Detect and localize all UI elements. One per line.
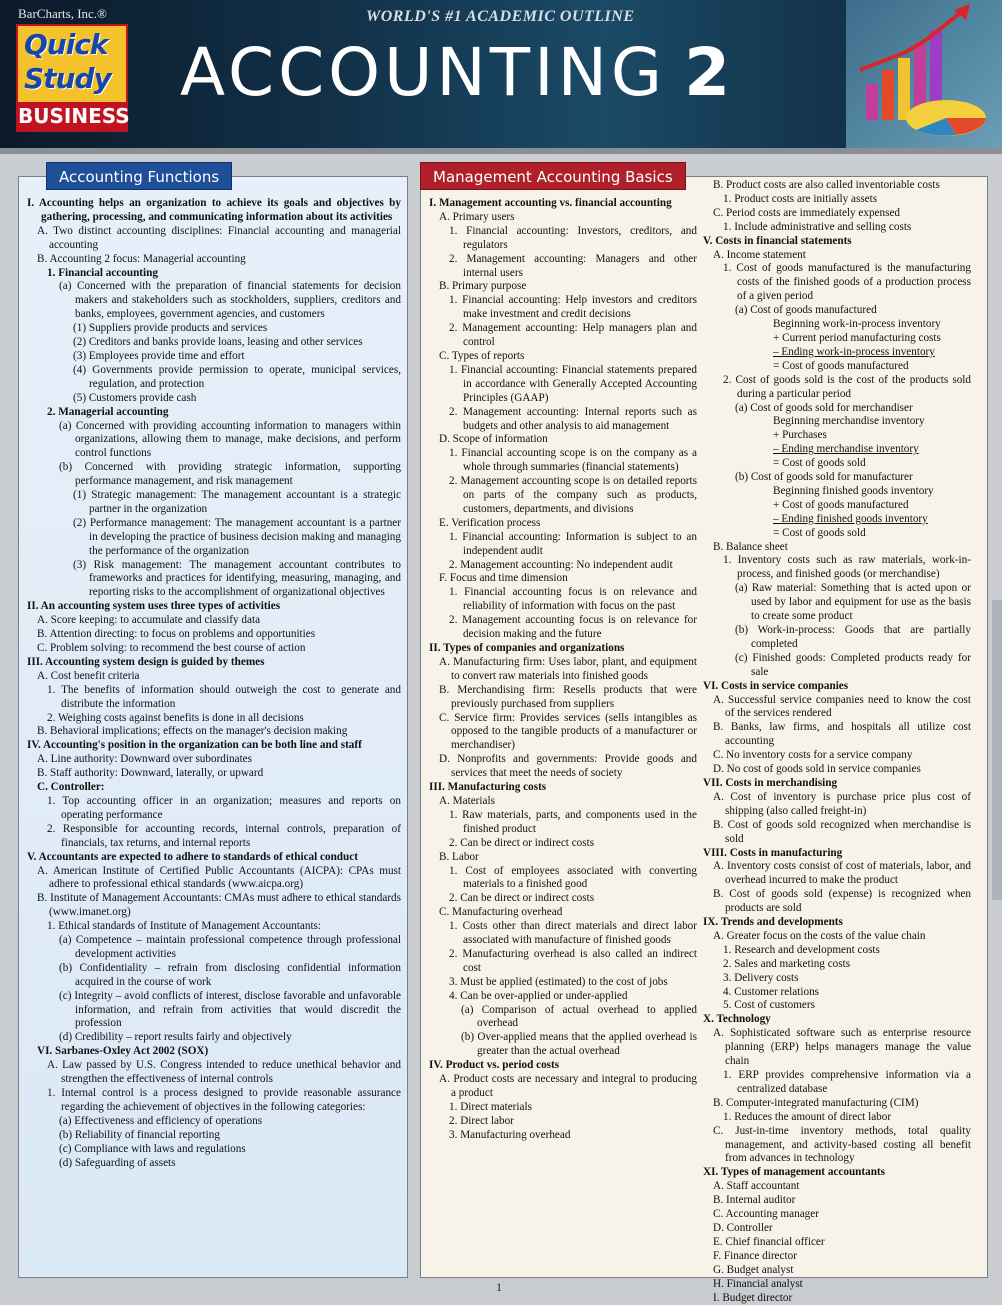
outline-line: (a) Concerned with providing accounting information to managers within organizations, allowing them to manage, make decisions, and perform control functions — [27, 420, 401, 462]
side-tab — [992, 600, 1002, 900]
outline-line: A. Law passed by U.S. Congress intended to reduce unethical behavior and strengthen the effectiveness of internal controls — [27, 1059, 401, 1087]
outline-line: 1. Cost of employees associated with converting materials to a finished good — [429, 865, 697, 893]
outline-line: B. Internal auditor — [703, 1194, 971, 1208]
outline-line: C. Types of reports — [429, 350, 697, 364]
outline-line: B. Balance sheet — [703, 541, 971, 555]
outline-line: + Current period manufacturing costs — [703, 332, 971, 346]
accounting-functions-outline — [27, 197, 401, 1170]
outline-line: 2. Management accounting: Internal reports such as budgets and other analysis to aid management — [429, 406, 697, 434]
outline-line: I. Management accounting vs. financial accounting — [429, 197, 697, 211]
outline-line: C. Period costs are immediately expensed — [703, 207, 971, 221]
outline-line: C. Problem solving: to recommend the best course of action — [27, 642, 401, 656]
outline-line: IV. Accounting's position in the organization can be both line and staff — [27, 739, 401, 753]
outline-line: A. Materials — [429, 795, 697, 809]
outline-line: A. Cost benefit criteria — [27, 670, 401, 684]
outline-line: 1. Inventory costs such as raw materials, work-in-process, and finished goods (or merchandise) — [703, 554, 971, 582]
outline-line: II. Types of companies and organizations — [429, 642, 697, 656]
outline-line: (c) Integrity – avoid conflicts of interest, disclose favorable and unfavorable information, and refrain from activities that would discredit the profession — [27, 990, 401, 1032]
outline-line: (b) Confidentiality – refrain from disclosing confidential information acquired in the course of work — [27, 962, 401, 990]
outline-line: (4) Governments provide permission to operate, municipal services, regulation, and protection — [27, 364, 401, 392]
outline-line: A. Income statement — [703, 249, 971, 263]
outline-line: (a) Comparison of actual overhead to applied overhead — [429, 1004, 697, 1032]
outline-line: 2. Can be direct or indirect costs — [429, 837, 697, 851]
outline-line: 1. Financial accounting: Help investors and creditors make investment and credit decisions — [429, 294, 697, 322]
outline-line: 1. Costs other than direct materials and direct labor associated with manufacture of finished goods — [429, 920, 697, 948]
outline-line: B. Primary purpose — [429, 280, 697, 294]
outline-line: E. Verification process — [429, 517, 697, 531]
outline-line: A. Successful service companies need to know the cost of the services rendered — [703, 694, 971, 722]
page-number: 1 — [496, 1280, 502, 1295]
outline-line: Beginning merchandise inventory — [703, 415, 971, 429]
outline-line: 1. Direct materials — [429, 1101, 697, 1115]
outline-line: A. Manufacturing firm: Uses labor, plant, and equipment to convert raw materials into finished goods — [429, 656, 697, 684]
outline-line: A. Staff accountant — [703, 1180, 971, 1194]
outline-line: (1) Suppliers provide products and services — [27, 322, 401, 336]
outline-line: B. Merchandising firm: Resells products that were previously purchased from suppliers — [429, 684, 697, 712]
outline-line: + Cost of goods manufactured — [703, 499, 971, 513]
outline-line: X. Technology — [703, 1013, 971, 1027]
outline-line: 1. Financial accounting — [27, 267, 401, 281]
outline-line: 2. Managerial accounting — [27, 406, 401, 420]
outline-line: B. Cost of goods sold (expense) is recognized when products are sold — [703, 888, 971, 916]
outline-line: A. Product costs are necessary and integral to producing a product — [429, 1073, 697, 1101]
outline-line: 2. Management accounting: Managers and other internal users — [429, 253, 697, 281]
outline-line: 5. Cost of customers — [703, 999, 971, 1013]
section-label-accounting-functions: Accounting Functions — [46, 162, 232, 190]
outline-line: A. Two distinct accounting disciplines: Financial accounting and managerial accounting — [27, 225, 401, 253]
outline-line: 4. Customer relations — [703, 986, 971, 1000]
outline-line: H. Financial analyst — [703, 1278, 971, 1292]
outline-line: 3. Must be applied (estimated) to the cost of jobs — [429, 976, 697, 990]
quickstudy-logo — [16, 24, 128, 132]
outline-line: (b) Reliability of financial reporting — [27, 1129, 401, 1143]
outline-line: B. Institute of Management Accountants: CMAs must adhere to ethical standards (www.imanet.org) — [27, 892, 401, 920]
management-basics-outline-a — [429, 197, 697, 1143]
outline-line: (c) Finished goods: Completed products ready for sale — [703, 652, 971, 680]
outline-line: F. Focus and time dimension — [429, 572, 697, 586]
outline-line: I. Budget director — [703, 1292, 971, 1305]
outline-line: G. Budget analyst — [703, 1264, 971, 1278]
outline-line: A. Cost of inventory is purchase price plus cost of shipping (also called freight-in) — [703, 791, 971, 819]
outline-line: A. Sophisticated software such as enterprise resource planning (ERP) helps managers manage the value chain — [703, 1027, 971, 1069]
outline-line: V. Costs in financial statements — [703, 235, 971, 249]
page-title — [180, 34, 734, 111]
outline-line: 1. The benefits of information should outweigh the cost to generate and distribute the information — [27, 684, 401, 712]
outline-line: 3. Delivery costs — [703, 972, 971, 986]
outline-line: VI. Sarbanes-Oxley Act 2002 (SOX) — [27, 1045, 401, 1059]
outline-line: C. Accounting manager — [703, 1208, 971, 1222]
outline-line: 1. Financial accounting scope is on the company as a whole through summaries (financial statements) — [429, 447, 697, 475]
outline-line: D. Scope of information — [429, 433, 697, 447]
outline-line: B. Staff authority: Downward, laterally, or upward — [27, 767, 401, 781]
outline-line: (1) Strategic management: The management accountant is a strategic partner in the organization — [27, 489, 401, 517]
outline-line: VI. Costs in service companies — [703, 680, 971, 694]
outline-line: (b) Work-in-process: Goods that are partially completed — [703, 624, 971, 652]
outline-line: 2. Management accounting: Help managers plan and control — [429, 322, 697, 350]
outline-line: F. Finance director — [703, 1250, 971, 1264]
management-basics-outline-b — [703, 179, 971, 1305]
outline-line: V. Accountants are expected to adhere to standards of ethical conduct — [27, 851, 401, 865]
outline-line: III. Accounting system design is guided by themes — [27, 656, 401, 670]
outline-line: 2. Management accounting: No independent audit — [429, 559, 697, 573]
outline-line: B. Behavioral implications; effects on the manager's decision making — [27, 725, 401, 739]
outline-line: – Ending work-in-process inventory — [703, 346, 971, 360]
outline-line: B. Banks, law firms, and hospitals all utilize cost accounting — [703, 721, 971, 749]
outline-line: IV. Product vs. period costs — [429, 1059, 697, 1073]
outline-line: (2) Creditors and banks provide loans, leasing and other services — [27, 336, 401, 350]
outline-line: 2. Direct labor — [429, 1115, 697, 1129]
outline-line: 1. ERP provides comprehensive information via a centralized database — [703, 1069, 971, 1097]
header-banner — [0, 0, 1002, 148]
outline-line: D. No cost of goods sold in service companies — [703, 763, 971, 777]
outline-line: (b) Cost of goods sold for manufacturer — [703, 471, 971, 485]
outline-line: IX. Trends and developments — [703, 916, 971, 930]
outline-line: 3. Manufacturing overhead — [429, 1129, 697, 1143]
publisher-name: BarCharts, Inc.® — [18, 6, 107, 22]
outline-line: A. Greater focus on the costs of the value chain — [703, 930, 971, 944]
outline-line: 2. Sales and marketing costs — [703, 958, 971, 972]
outline-line: C. Service firm: Provides services (sells intangibles as opposed to the tangible products of a manufacturer or merchandiser) — [429, 712, 697, 754]
outline-line: 1. Cost of goods manufactured is the manufacturing costs of the finished goods of a production process of a given period — [703, 262, 971, 304]
header-divider — [0, 148, 1002, 154]
outline-line: = Cost of goods sold — [703, 457, 971, 471]
outline-line: = Cost of goods manufactured — [703, 360, 971, 374]
bar-chart-illustration-icon — [846, 0, 1002, 148]
outline-line: 1. Financial accounting: Information is subject to an independent audit — [429, 531, 697, 559]
outline-line: C. Controller: — [27, 781, 401, 795]
outline-line: 1. Internal control is a process designed to provide reasonable assurance regarding the achievement of objectives in the following categories: — [27, 1087, 401, 1115]
outline-line: B. Accounting 2 focus: Managerial accounting — [27, 253, 401, 267]
outline-line: 1. Financial accounting: Investors, creditors, and regulators — [429, 225, 697, 253]
outline-line: – Ending finished goods inventory — [703, 513, 971, 527]
outline-line: 1. Research and development costs — [703, 944, 971, 958]
outline-line: (5) Customers provide cash — [27, 392, 401, 406]
outline-line: Beginning work-in-process inventory — [703, 318, 971, 332]
outline-line: C. Just-in-time inventory methods, total quality management, and activity-based costing all benefit from advances in technology — [703, 1125, 971, 1167]
outline-line: 2. Weighing costs against benefits is done in all decisions — [27, 712, 401, 726]
logo-study-text: Study — [24, 62, 111, 95]
outline-line: 2. Can be direct or indirect costs — [429, 892, 697, 906]
outline-line: 2. Management accounting scope is on detailed reports on parts of the company such as products, customers, departments, and divisions — [429, 475, 697, 517]
outline-line: A. Inventory costs consist of cost of materials, labor, and overhead incurred to make the product — [703, 860, 971, 888]
outline-line: – Ending merchandise inventory — [703, 443, 971, 457]
outline-line: (b) Concerned with providing strategic information, supporting performance management, and risk management — [27, 461, 401, 489]
logo-business-text: BUSINESS — [18, 102, 126, 130]
outline-line: B. Computer-integrated manufacturing (CIM) — [703, 1097, 971, 1111]
outline-line: VIII. Costs in manufacturing — [703, 847, 971, 861]
outline-line: (d) Credibility – report results fairly and objectively — [27, 1031, 401, 1045]
outline-line: E. Chief financial officer — [703, 1236, 971, 1250]
outline-line: A. Line authority: Downward over subordinates — [27, 753, 401, 767]
outline-line: A. Primary users — [429, 211, 697, 225]
outline-line: (a) Cost of goods manufactured — [703, 304, 971, 318]
outline-line: Beginning finished goods inventory — [703, 485, 971, 499]
title-word: ACCOUNTING — [180, 34, 666, 111]
outline-line: VII. Costs in merchandising — [703, 777, 971, 791]
outline-line: 1. Include administrative and selling costs — [703, 221, 971, 235]
outline-line: 1. Ethical standards of Institute of Management Accountants: — [27, 920, 401, 934]
outline-line: (a) Effectiveness and efficiency of operations — [27, 1115, 401, 1129]
outline-line: 1. Top accounting officer in an organization; measures and reports on operating performance — [27, 795, 401, 823]
outline-line: + Purchases — [703, 429, 971, 443]
outline-line: D. Nonprofits and governments: Provide goods and services that meet the needs of society — [429, 753, 697, 781]
outline-line: (c) Compliance with laws and regulations — [27, 1143, 401, 1157]
outline-line: (b) Over-applied means that the applied overhead is greater than the actual overhead — [429, 1031, 697, 1059]
outline-line: (2) Performance management: The management accountant is a partner in developing the practice of business decision making and managing the performance of the organization — [27, 517, 401, 559]
outline-line: (d) Safeguarding of assets — [27, 1157, 401, 1171]
outline-line: 1. Financial accounting: Financial statements prepared in accordance with Generally Accepted Accounting Principles (GAAP) — [429, 364, 697, 406]
outline-line: (a) Concerned with the preparation of financial statements for decision makers and stakeholders such as stockholders, suppliers, creditors and banks, employees, government agencies, and customers — [27, 280, 401, 322]
outline-line: (a) Cost of goods sold for merchandiser — [703, 402, 971, 416]
outline-line: XI. Types of management accountants — [703, 1166, 971, 1180]
outline-line: 2. Management accounting focus is on relevance for decision making and the future — [429, 614, 697, 642]
section-label-management-accounting-basics: Management Accounting Basics — [420, 162, 686, 190]
outline-line: D. Controller — [703, 1222, 971, 1236]
outline-line: B. Product costs are also called inventoriable costs — [703, 179, 971, 193]
outline-line: 2. Cost of goods sold is the cost of the products sold during a particular period — [703, 374, 971, 402]
outline-line: 1. Product costs are initially assets — [703, 193, 971, 207]
outline-line: (3) Risk management: The management accountant contributes to frameworks and practices for identifying, measuring, managing, and reporting risks to the accomplishment of organizational objectives — [27, 559, 401, 601]
outline-line: I. Accounting helps an organization to achieve its goals and objectives by gathering, processing, and communicating information about its activities — [27, 197, 401, 225]
logo-quick-text: Quick — [24, 28, 108, 61]
outline-line: C. No inventory costs for a service company — [703, 749, 971, 763]
outline-line: 1. Reduces the amount of direct labor — [703, 1111, 971, 1125]
outline-line: A. Score keeping: to accumulate and classify data — [27, 614, 401, 628]
outline-line: B. Labor — [429, 851, 697, 865]
right-column — [420, 176, 988, 1278]
outline-line: II. An accounting system uses three types of activities — [27, 600, 401, 614]
outline-line: 1. Financial accounting focus is on relevance and reliability of information with focus on the past — [429, 586, 697, 614]
outline-line: C. Manufacturing overhead — [429, 906, 697, 920]
outline-line: B. Cost of goods sold recognized when merchandise is sold — [703, 819, 971, 847]
outline-line: 2. Responsible for accounting records, internal controls, preparation of financials, tax returns, and internal reports — [27, 823, 401, 851]
outline-line: 2. Manufacturing overhead is also called an indirect cost — [429, 948, 697, 976]
left-column — [18, 176, 408, 1278]
outline-line: 4. Can be over-applied or under-applied — [429, 990, 697, 1004]
outline-line: = Cost of goods sold — [703, 527, 971, 541]
outline-line: 1. Raw materials, parts, and components used in the finished product — [429, 809, 697, 837]
outline-line: (a) Raw material: Something that is acted upon or used by labor and equipment for use as the basis to create some product — [703, 582, 971, 624]
outline-line: B. Attention directing: to focus on problems and opportunities — [27, 628, 401, 642]
tagline: WORLD'S #1 ACADEMIC OUTLINE — [366, 8, 635, 26]
outline-line: (3) Employees provide time and effort — [27, 350, 401, 364]
outline-line: III. Manufacturing costs — [429, 781, 697, 795]
title-number: 2 — [684, 34, 734, 111]
outline-line: (a) Competence – maintain professional competence through professional development activities — [27, 934, 401, 962]
outline-line: A. American Institute of Certified Public Accountants (AICPA): CPAs must adhere to professional ethical standards (www.aicpa.org) — [27, 865, 401, 893]
